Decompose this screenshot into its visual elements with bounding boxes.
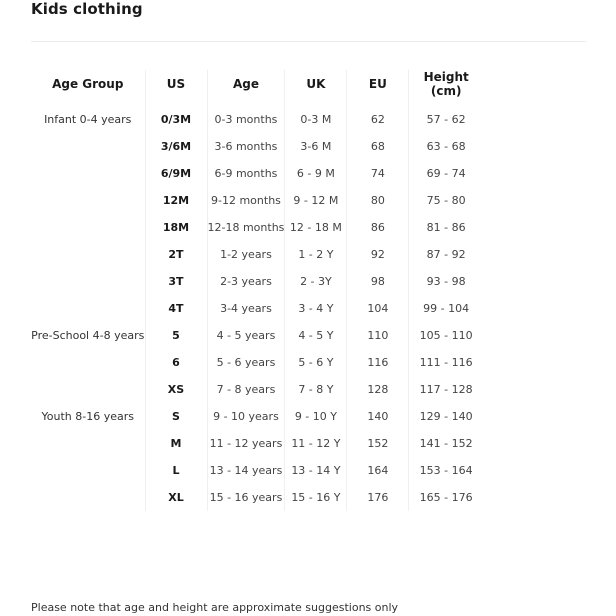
table-row xyxy=(31,430,483,457)
age-cell: 0-3 months xyxy=(207,98,285,133)
table-row xyxy=(31,349,483,376)
us-size-cell: XS xyxy=(145,376,207,403)
uk-size-cell: 0-3 M xyxy=(285,98,347,133)
us-size-cell: 6/9M xyxy=(145,160,207,187)
us-size-cell: 2T xyxy=(145,241,207,268)
eu-size-cell: 164 xyxy=(347,457,409,484)
age-group-cell xyxy=(31,349,145,376)
us-size-cell: 12M xyxy=(145,187,207,214)
title-divider xyxy=(31,41,586,42)
us-size-cell: 3/6M xyxy=(145,133,207,160)
height-cell: 93 - 98 xyxy=(426,275,466,288)
table-row xyxy=(31,160,483,187)
age-cell: 7 - 8 years xyxy=(207,376,285,403)
height-cell: 111 - 116 xyxy=(419,356,473,369)
age-cell: 6-9 months xyxy=(207,160,285,187)
age-group-cell xyxy=(31,160,145,187)
uk-size-cell: 7 - 8 Y xyxy=(285,376,347,403)
us-size-cell: L xyxy=(145,457,207,484)
header-uk: UK xyxy=(285,70,347,98)
age-group-cell xyxy=(31,484,145,511)
uk-size-cell: 4 - 5 Y xyxy=(285,322,347,349)
us-size-cell: 3T xyxy=(145,268,207,295)
uk-size-cell: 2 - 3Y xyxy=(285,268,347,295)
uk-size-cell: 3 - 4 Y xyxy=(285,295,347,322)
height-cell: 153 - 164 xyxy=(419,464,473,477)
table-row xyxy=(31,322,483,349)
table-row xyxy=(31,241,483,268)
age-group-cell: Youth 8-16 years xyxy=(31,403,145,430)
table-row xyxy=(31,376,483,403)
age-cell: 4 - 5 years xyxy=(207,322,285,349)
eu-size-cell: 140 xyxy=(347,403,409,430)
height-cell: 129 - 140 xyxy=(419,410,473,423)
table-row xyxy=(31,133,483,160)
age-cell: 3-4 years xyxy=(207,295,285,322)
height-cell: 87 - 92 xyxy=(426,248,466,261)
age-group-cell xyxy=(31,187,145,214)
height-cell: 75 - 80 xyxy=(426,194,466,207)
us-size-cell: 18M xyxy=(145,214,207,241)
uk-size-cell: 15 - 16 Y xyxy=(285,484,347,511)
size-chart-table xyxy=(31,70,483,511)
eu-size-cell: 128 xyxy=(347,376,409,403)
height-cell: 63 - 68 xyxy=(426,140,466,153)
age-group-cell: Pre-School 4-8 years xyxy=(31,322,145,349)
eu-size-cell: 152 xyxy=(347,430,409,457)
uk-size-cell: 9 - 10 Y xyxy=(285,403,347,430)
us-size-cell: 4T xyxy=(145,295,207,322)
age-group-cell xyxy=(31,295,145,322)
eu-size-cell: 80 xyxy=(347,187,409,214)
height-cell: 69 - 74 xyxy=(426,167,466,180)
height-cell: 105 - 110 xyxy=(419,329,473,342)
age-cell: 12-18 months xyxy=(207,214,285,241)
table-row xyxy=(31,187,483,214)
header-us: US xyxy=(145,70,207,98)
eu-size-cell: 110 xyxy=(347,322,409,349)
eu-size-cell: 68 xyxy=(347,133,409,160)
height-cell: 141 - 152 xyxy=(419,437,473,450)
footnote: Please note that age and height are approximate suggestions only xyxy=(31,601,399,614)
age-cell: 15 - 16 years xyxy=(207,484,285,511)
page-title: Kids clothing xyxy=(31,0,143,18)
age-group-cell xyxy=(31,430,145,457)
table-row xyxy=(31,214,483,241)
age-cell: 3-6 months xyxy=(207,133,285,160)
age-group-cell xyxy=(31,457,145,484)
age-group-cell xyxy=(31,376,145,403)
uk-size-cell: 3-6 M xyxy=(285,133,347,160)
age-cell: 5 - 6 years xyxy=(207,349,285,376)
height-cell: 57 - 62 xyxy=(426,113,466,126)
age-cell: 2-3 years xyxy=(207,268,285,295)
table-row xyxy=(31,403,483,430)
uk-size-cell: 9 - 12 M xyxy=(285,187,347,214)
table-row xyxy=(31,295,483,322)
eu-size-cell: 116 xyxy=(347,349,409,376)
eu-size-cell: 104 xyxy=(347,295,409,322)
us-size-cell: S xyxy=(145,403,207,430)
age-group-cell xyxy=(31,268,145,295)
height-cell: 117 - 128 xyxy=(419,383,473,396)
age-cell: 13 - 14 years xyxy=(207,457,285,484)
table-row xyxy=(31,484,483,511)
eu-size-cell: 92 xyxy=(347,241,409,268)
header-height: Height (cm) xyxy=(423,70,469,98)
eu-size-cell: 74 xyxy=(347,160,409,187)
height-cell: 165 - 176 xyxy=(419,491,473,504)
age-cell: 11 - 12 years xyxy=(207,430,285,457)
us-size-cell: 0/3M xyxy=(145,98,207,133)
table-row xyxy=(31,98,483,133)
uk-size-cell: 6 - 9 M xyxy=(285,160,347,187)
uk-size-cell: 13 - 14 Y xyxy=(285,457,347,484)
header-age-group: Age Group xyxy=(31,70,145,98)
uk-size-cell: 12 - 18 M xyxy=(285,214,347,241)
age-group-cell xyxy=(31,214,145,241)
eu-size-cell: 62 xyxy=(347,98,409,133)
uk-size-cell: 1 - 2 Y xyxy=(285,241,347,268)
us-size-cell: M xyxy=(145,430,207,457)
height-cell: 81 - 86 xyxy=(426,221,466,234)
uk-size-cell: 11 - 12 Y xyxy=(285,430,347,457)
table-header-row xyxy=(31,70,483,98)
age-group-cell xyxy=(31,241,145,268)
eu-size-cell: 176 xyxy=(347,484,409,511)
age-group-cell: Infant 0-4 years xyxy=(31,98,145,133)
age-cell: 1-2 years xyxy=(207,241,285,268)
age-cell: 9 - 10 years xyxy=(207,403,285,430)
table-row xyxy=(31,268,483,295)
us-size-cell: 6 xyxy=(145,349,207,376)
header-eu: EU xyxy=(347,70,409,98)
age-cell: 9-12 months xyxy=(207,187,285,214)
age-group-cell xyxy=(31,133,145,160)
us-size-cell: 5 xyxy=(145,322,207,349)
us-size-cell: XL xyxy=(145,484,207,511)
eu-size-cell: 98 xyxy=(347,268,409,295)
eu-size-cell: 86 xyxy=(347,214,409,241)
height-cell: 99 - 104 xyxy=(423,302,470,315)
table-body xyxy=(31,98,483,511)
header-age: Age xyxy=(207,70,285,98)
uk-size-cell: 5 - 6 Y xyxy=(285,349,347,376)
table-row xyxy=(31,457,483,484)
